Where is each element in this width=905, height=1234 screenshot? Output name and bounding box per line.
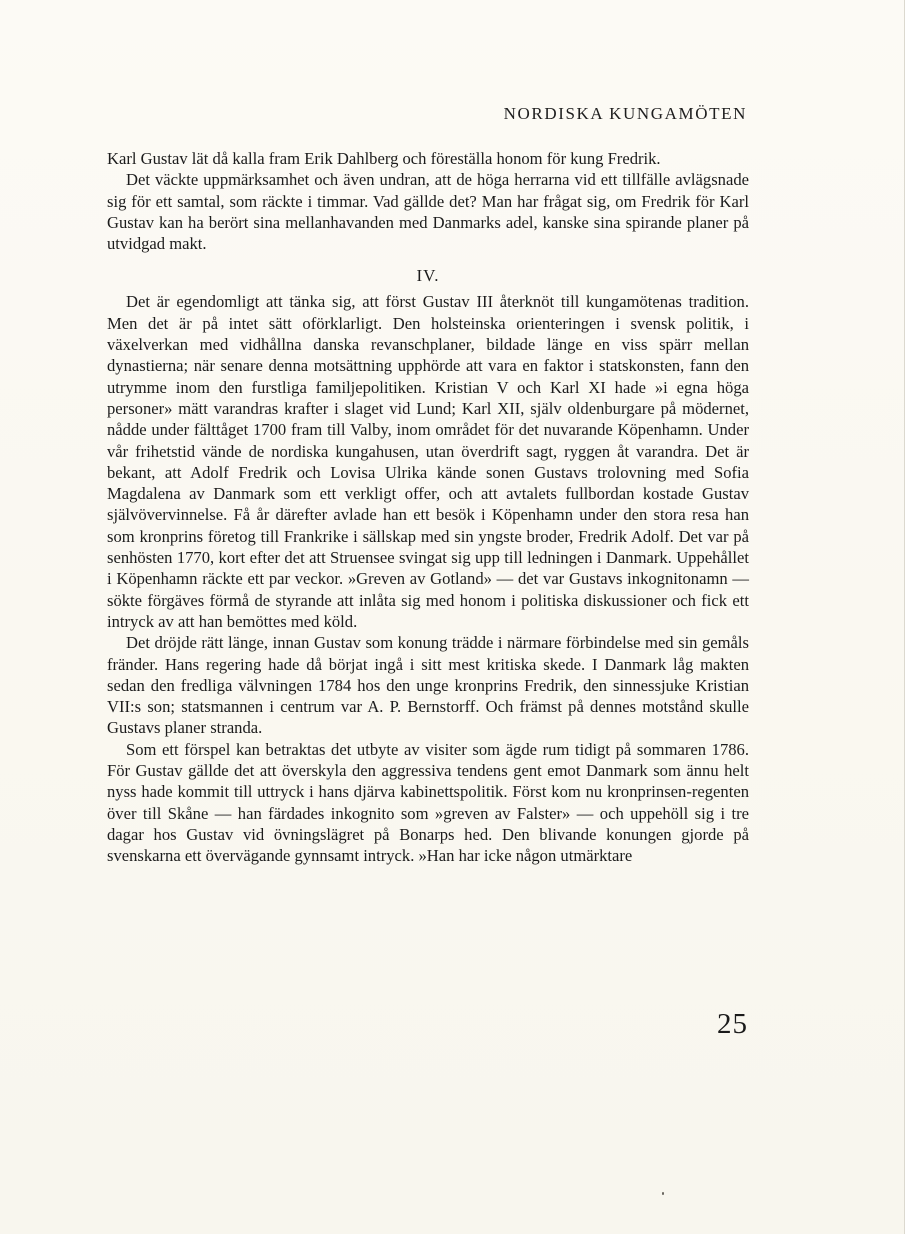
paragraph: Som ett förspel kan betraktas det utbyte av visiter som ägde rum tidigt på sommaren 1786. För Gustav gällde det att överskyla den aggressiva tendens gent emot Danmark som ännu helt nyss hade kommit till uttryck i hans djärva kabinettspolitik. Först kom nu kronprinsen-regenten över till Skåne — han färdades inkognito som »greven av Falster» — och uppehöll sig i tre dagar hos Gustav vid övningslägret på Bonarps hed. Den blivande konungen gjorde på svenskarna ett övervägande gynnsamt intryck. »Han har icke någon utmärktare [107,739,749,866]
paragraph: Karl Gustav lät då kalla fram Erik Dahlberg och föreställa honom för kung Fredrik. [107,149,661,168]
paragraph: Det dröjde rätt länge, innan Gustav som konung trädde i närmare förbindelse med sin gemåls fränder. Hans regering hade då börjat ingå i sitt mest kritiska skede. I Danmark låg makten sedan den fredliga välvningen 1784 hos den unge kronprins Fredrik, den sinnessjuke Kristian VII:s son; statsmannen i centrum var A. P. Bernstorff. Och främst på dennes motstånd skulle Gustavs planer stranda. [107,633,749,738]
paper-speck [662,1192,664,1195]
paragraph: Det är egendomligt att tänka sig, att först Gustav III återknöt till kungamötenas tradition. Men det är på intet sätt oförklarligt. Den holsteinska orienteringen i svensk politik, i växelverkan med vidhållna danska revanschplaner, bildade länge en viss spärr mellan dynastierna; när senare denna motsättning upphörde att vara en faktor i statskonsten, fann den utrymme inom den furstliga familjepolitiken. Kristian V och Karl XI hade »i egna höga personer» mätt varandras krafter i slaget vid Lund; Karl XII, själv oldenburgare på mödernet, nådde under fälttåget 1700 fram till Valby, inom området för det nuvarande Köpenhamn. Under vår frihetstid vände de nordiska kungahusen, utan överdrift sagt, ryggen åt varandra. Det är bekant, att Adolf Fredrik och Lovisa Ulrika kände sonen Gustavs trolovning med Sofia Magdalena av Danmark som ett verkligt offer, och att avtalets fullbordan kostade Gustav självövervinnelse. Få år därefter avlade han ett besök i Köpenhamn under den stora resa han som kronprins företog till Frankrike i sällskap med sin yngste broder, Fredrik Adolf. Det var på senhösten 1770, kort efter det att Struensee svingat sig upp till ledningen i Danmark. Uppehållet i Köpenhamn räckte ett par veckor. »Greven av Gotland» — det var Gustavs inkognitonamn — sökte förgäves förmå de styrande att inlåta sig med honom i politiska diskussioner och fick ett intryck av att han bemöttes med köld. [107,292,749,631]
page-number: 25 [717,1008,748,1040]
running-head: NORDISKA KUNGAMÖTEN [503,104,747,123]
body-text [107,148,749,867]
paragraph: Det väckte uppmärksamhet och även undran, att de höga herrarna vid ett tillfälle avlägsnade sig för ett samtal, som räckte i timmar. Vad gällde det? Man har frågat sig, om Fredrik för Karl Gustav kan ha berört sina mellanhavanden med Danmarks adel, kanske sina spirande planer på utvidgad makt. [107,170,749,254]
section-heading: IV. [416,266,440,286]
